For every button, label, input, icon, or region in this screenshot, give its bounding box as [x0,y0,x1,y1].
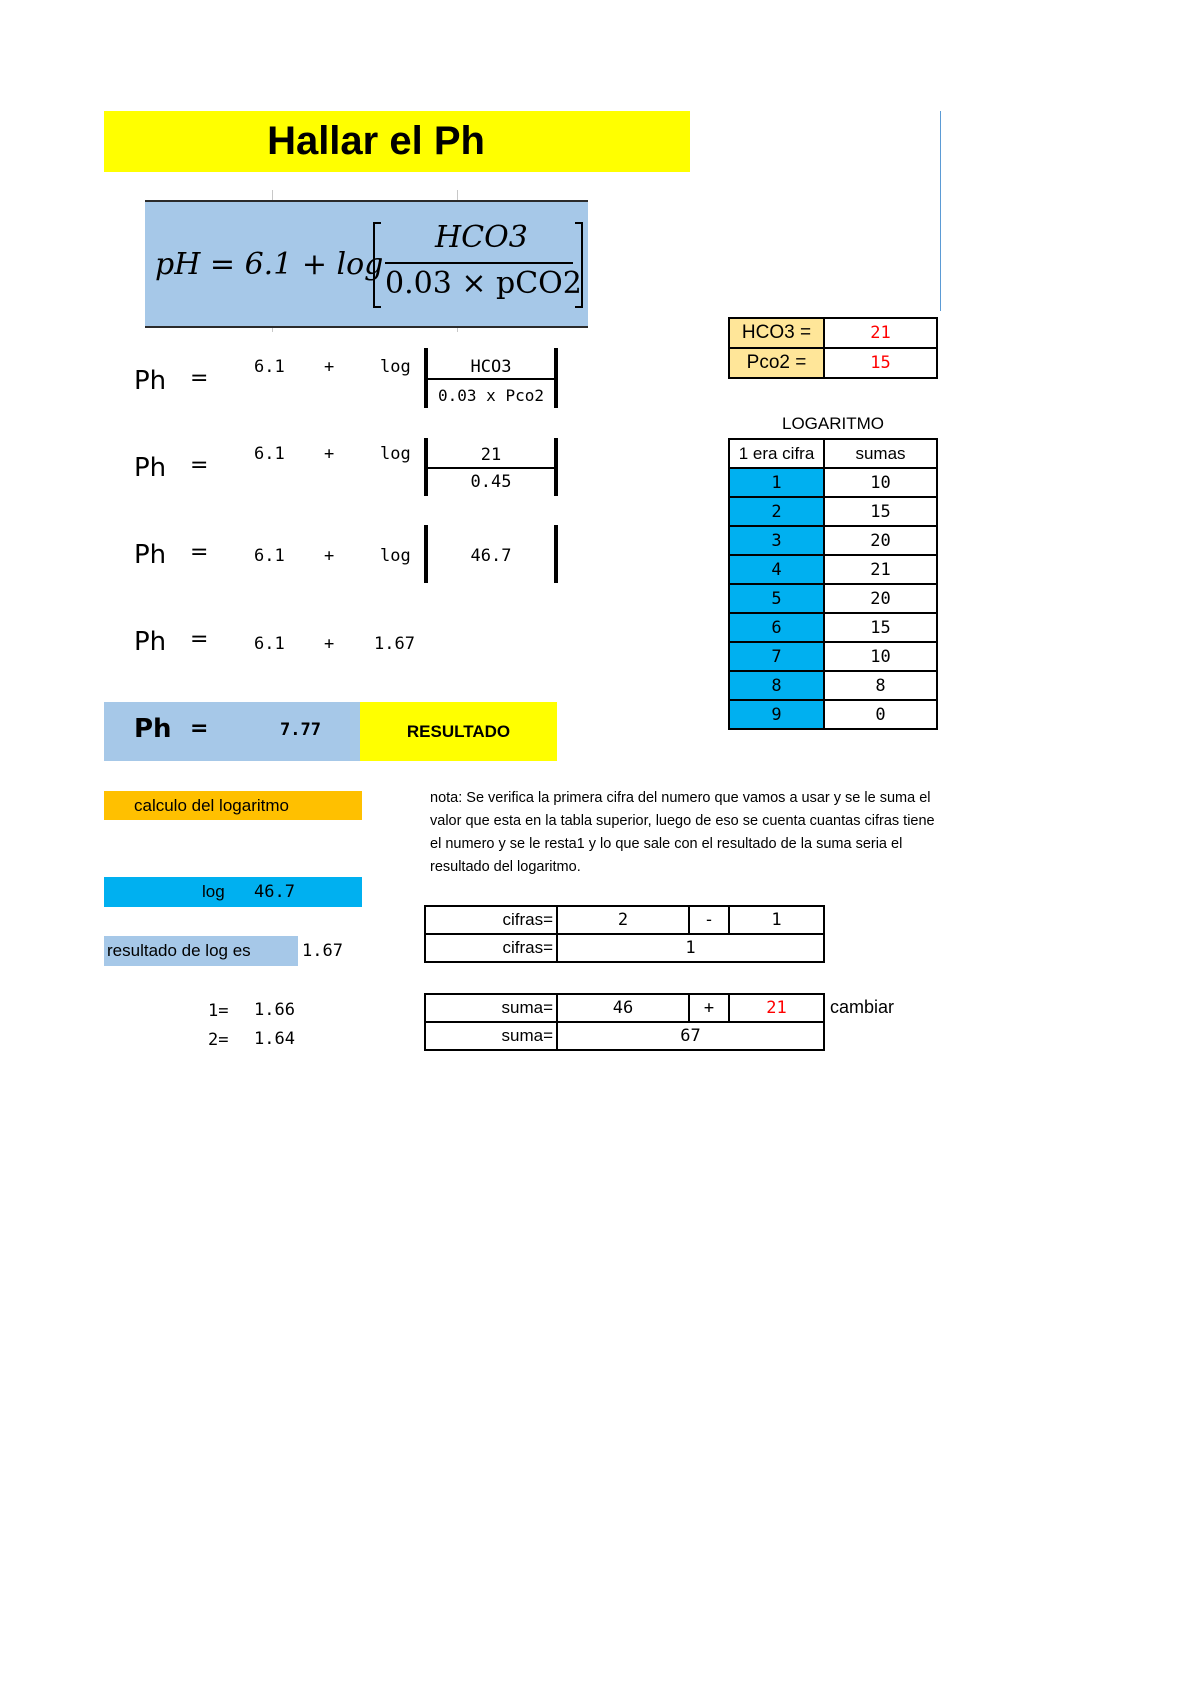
note-text: nota: Se verifica la primera cifra del numero que vamos a usar y se le suma el valor que esta en la tabla superior, luego de eso se cuenta cuantas cifras tiene el numero y se le resta1 y lo que sale con el resultado de la suma seria el resultado del logaritmo. [430,790,935,875]
calc-title: calculo del logaritmo [104,791,362,820]
plus-sign: + [324,546,335,566]
log-table-digit: 4 [728,554,825,585]
log-table-header: sumas [823,438,938,469]
log-table-digit: 2 [728,496,825,527]
cifras-label: cifras= [424,905,558,935]
log-table-digit: 3 [728,525,825,556]
equals-sign: = [190,453,209,478]
denominator: 0.03 x Pco2 [438,386,544,405]
log-table-digit: 1 [728,467,825,498]
log-table-sum: 10 [823,641,938,672]
log-table-sum: 20 [823,583,938,614]
equals-sign: = [190,540,209,565]
cifras-b: 1 [728,905,825,935]
log-table-title: LOGARITMO [781,414,884,433]
log-table-sum: 21 [823,554,938,585]
log-result: 1.67 [374,634,415,654]
ph-result-value: 7.77 [280,720,321,740]
log-label: log [380,444,411,464]
result-label: RESULTADO [360,702,557,761]
suma-label: suma= [424,1021,558,1051]
grid-tick [272,190,273,200]
suma-operator: + [688,993,730,1023]
log-table-sum: 0 [823,699,938,730]
log-table-digit: 7 [728,641,825,672]
formula-left-bracket [373,222,381,308]
constant-value: 6.1 [254,634,285,654]
log-table-digit: 5 [728,583,825,614]
formula-denominator: 0.03 × pCO2 [385,266,582,301]
log-table-sum: 15 [823,612,938,643]
suma-result: 67 [556,1021,825,1051]
equals-sign: = [190,716,209,741]
formula-lhs: pH = 6.1 + log [155,247,384,282]
log-label: log [380,546,411,566]
suma-label: suma= [424,993,558,1023]
result-panel [104,702,360,761]
grid-tick [457,190,458,200]
log-label: log [380,357,411,377]
aux-key: 2= [208,1030,229,1050]
ph-label: Ph [134,627,167,657]
formula-fraction-line [385,262,573,264]
hco3-label: HCO3 = [728,317,825,349]
log-result-value: 1.67 [302,941,343,961]
aux-value: 1.64 [254,1029,295,1049]
log-table-sum: 10 [823,467,938,498]
log-value: 46.7 [254,882,295,902]
fraction-line [428,378,554,380]
log-result-label: resultado de log es [104,936,298,966]
log-table-header: 1 era cifra [728,438,825,469]
constant-value: 6.1 [254,357,285,377]
formula-right-bracket [575,222,583,308]
equals-sign: = [190,366,209,391]
formula-image [145,200,588,328]
page-title: Hallar el Ph [104,111,690,172]
aux-value: 1.66 [254,1000,295,1020]
cambiar-note: cambiar [830,997,895,1017]
column-edge-line [940,111,941,311]
log-table-digit: 6 [728,612,825,643]
ph-label: Ph [134,714,172,744]
cifras-result: 1 [556,933,825,963]
cifras-operator: - [688,905,730,935]
numerator: HCO3 [470,357,512,377]
plus-sign: + [324,444,335,464]
suma-b[interactable]: 21 [728,993,825,1023]
ph-label: Ph [134,366,167,396]
cifras-label: cifras= [424,933,558,963]
fraction-line [428,467,554,469]
plus-sign: + [324,357,335,377]
pco2-label: Pco2 = [728,347,825,379]
log-table-digit: 9 [728,699,825,730]
hco3-input[interactable]: 21 [823,317,938,349]
denominator: 0.45 [470,472,512,492]
ph-label: Ph [134,540,167,570]
formula-numerator: HCO3 [435,220,528,255]
log-table-sum: 8 [823,670,938,701]
log-label: log [202,882,225,901]
ph-label: Ph [134,453,167,483]
log-argument: 46.7 [470,546,512,566]
suma-a: 46 [556,993,690,1023]
log-calc-row [104,877,362,907]
numerator: 21 [480,445,502,465]
cifras-a: 2 [556,905,690,935]
log-table-sum: 20 [823,525,938,556]
log-table-sum: 15 [823,496,938,527]
pco2-input[interactable]: 15 [823,347,938,379]
constant-value: 6.1 [254,546,285,566]
equals-sign: = [190,627,209,652]
plus-sign: + [324,634,335,654]
aux-key: 1= [208,1001,229,1021]
log-table-digit: 8 [728,670,825,701]
constant-value: 6.1 [254,444,285,464]
